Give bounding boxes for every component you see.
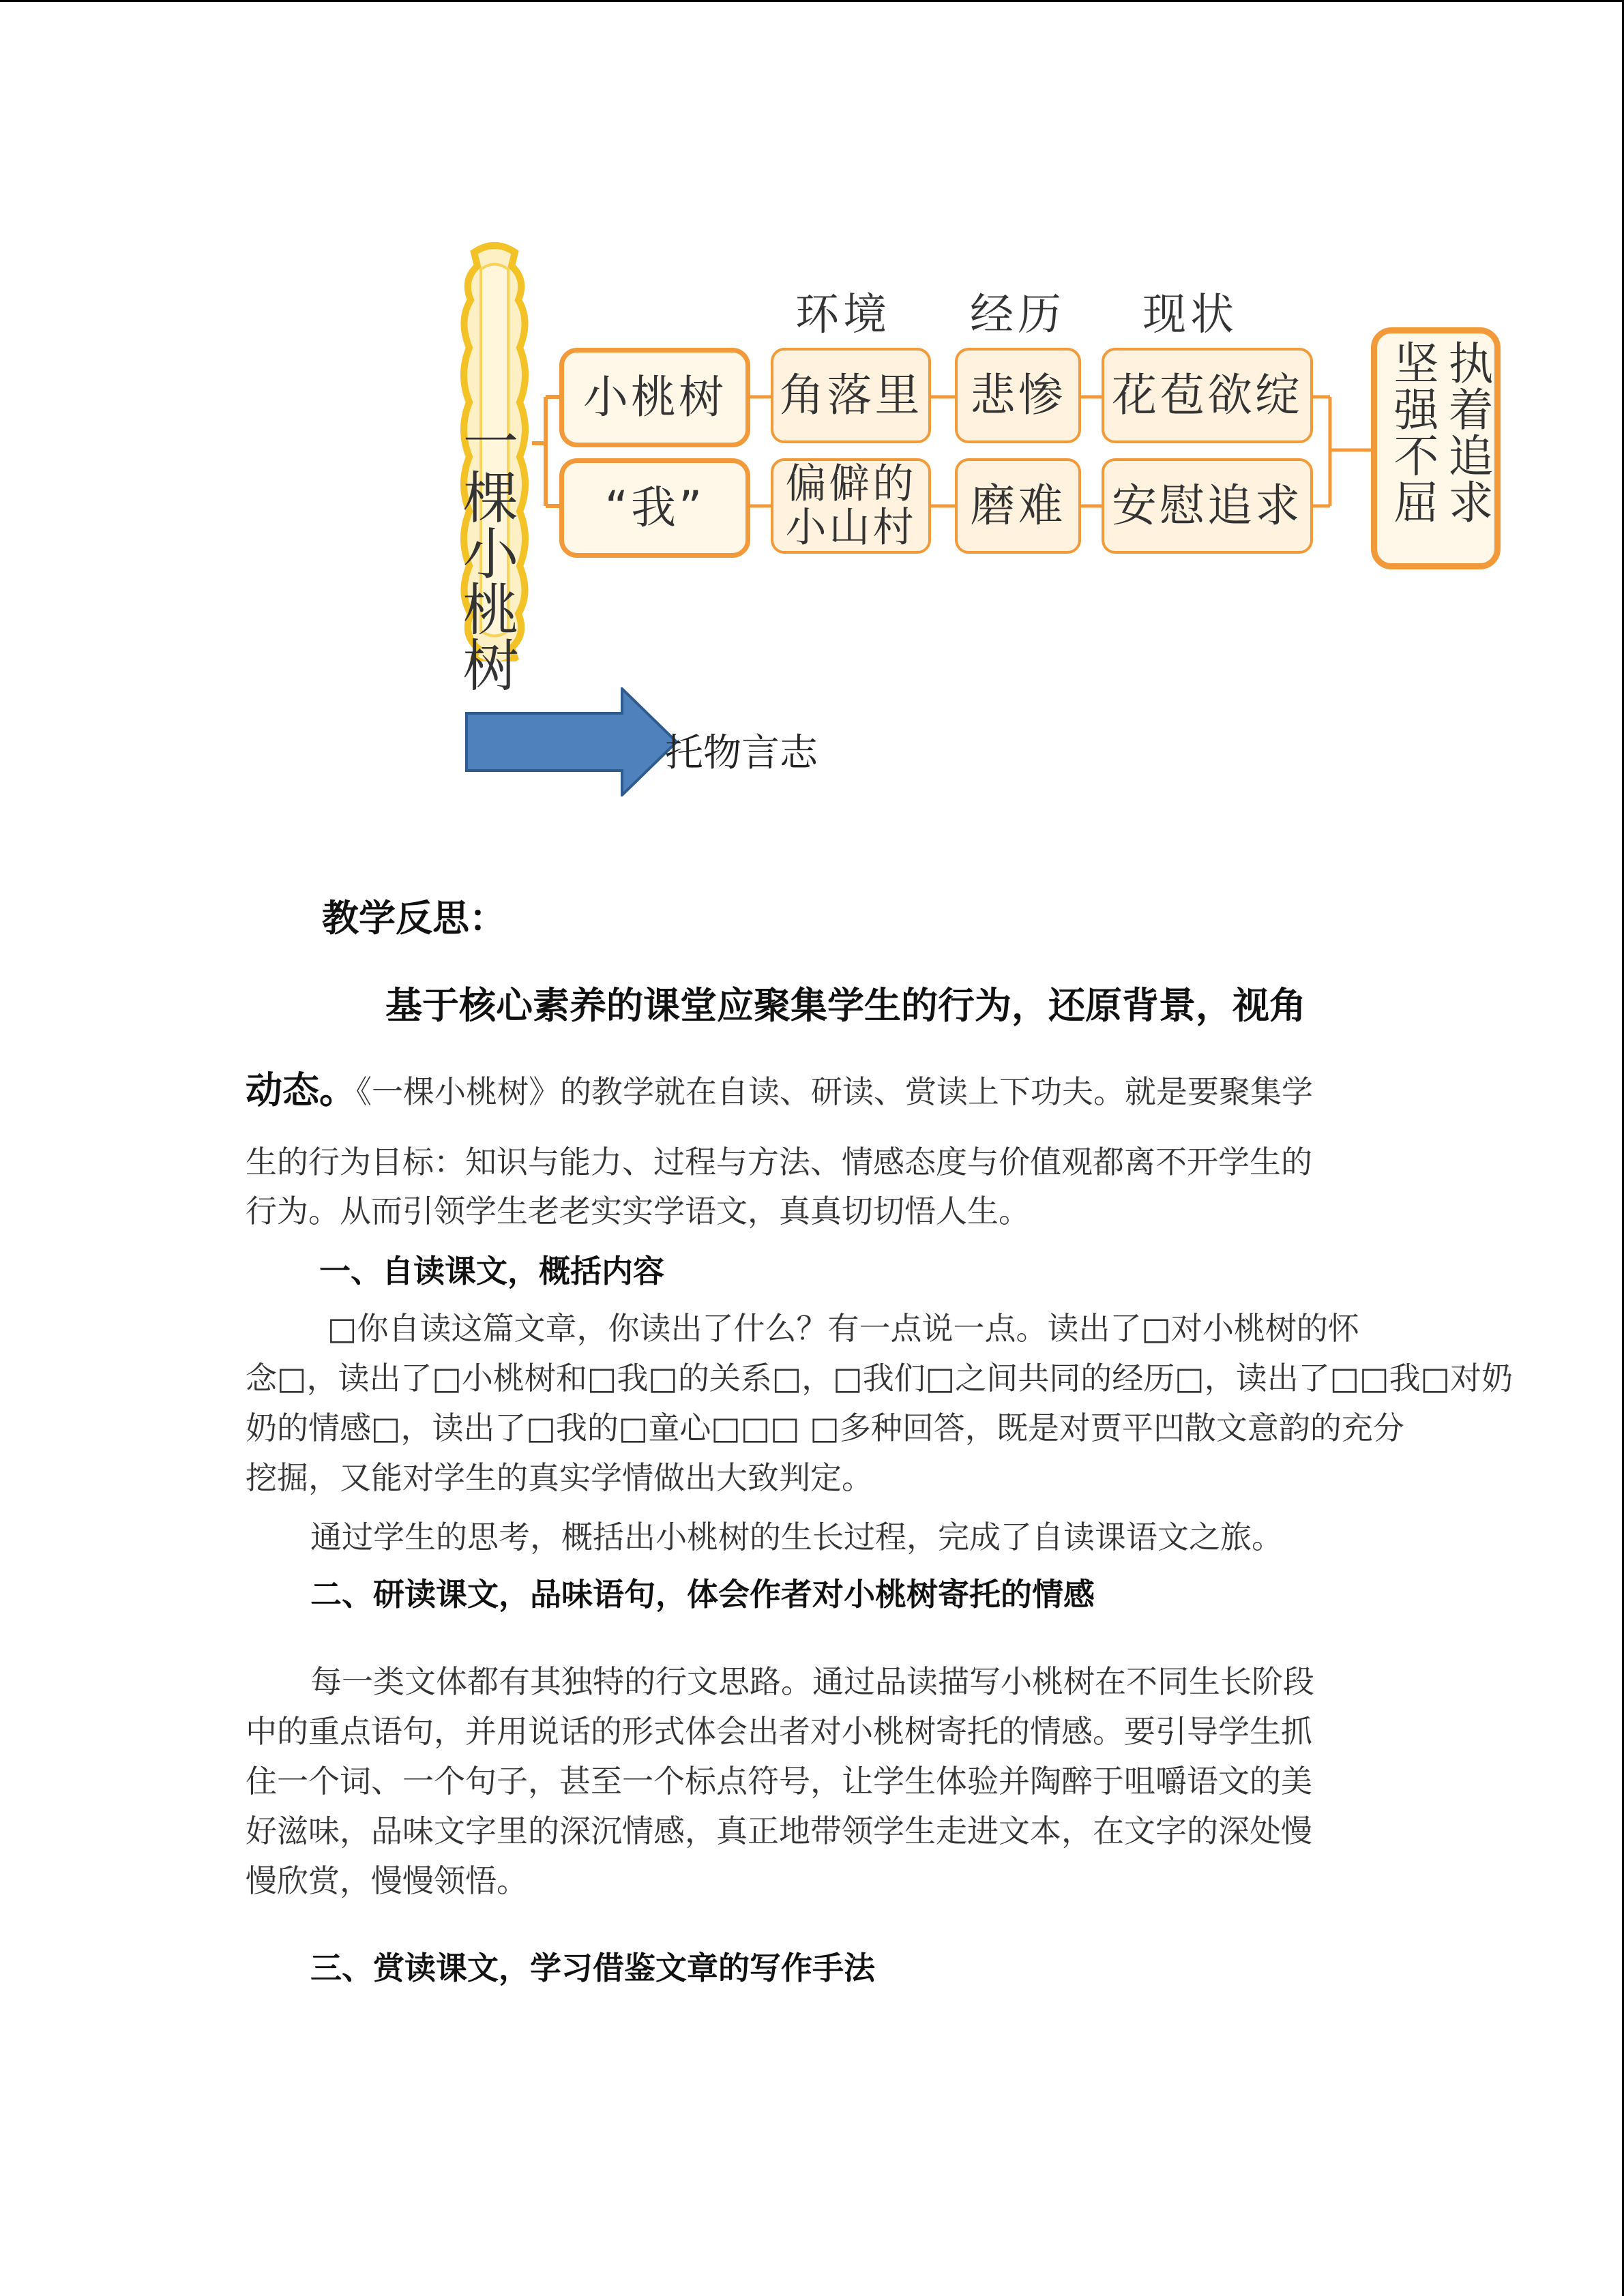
arrow-label: 托物言志 — [665, 731, 818, 775]
paragraph-line: 念□，读出了□小桃树和□我□的关系□，□我们□之间共同的经历□，读出了□□我□对奶 — [246, 1360, 1514, 1397]
lead-paragraph — [246, 1065, 1313, 1116]
header-status: 现状 — [1142, 290, 1238, 340]
section2-title: 二、研读课文，品味语句，体会作者对小桃树寄托的情感 — [310, 1576, 1095, 1613]
subject-box-me — [559, 458, 750, 558]
paragraph-line: 中的重点语句，并用说话的形式体会出者对小桃树寄托的情感。要引导学生抓 — [246, 1713, 1312, 1750]
conclusion-label: 执着追求坚强不屈 — [1386, 340, 1493, 525]
paragraph-line: 行为。从而引领学生老老实实学语文，真真切切悟人生。 — [246, 1193, 1030, 1229]
subject-label: 小桃树 — [583, 371, 726, 423]
paragraph-line: □你自读这篇文章，你读出了什么？有一点说一点。读出了□对小桃树的怀 — [327, 1310, 1359, 1347]
left-bracket — [532, 397, 563, 506]
paragraph-line: 住一个词、一个句子，甚至一个标点符号，让学生体验并陶醉于咀嚼语文的美 — [246, 1763, 1312, 1800]
reflection-heading: 教学反思： — [322, 896, 506, 940]
experience-box — [955, 458, 1081, 554]
section3-title: 三、赏读课文，学习借鉴文章的写作手法 — [310, 1950, 875, 1986]
paragraph-line: 奶的情感□，读出了□我的□童心□□□ □多种回答，既是对贾平凹散文意韵的充分 — [246, 1410, 1404, 1446]
header-environment: 环境 — [795, 290, 891, 340]
paragraph-line: 每一类文体都有其独特的行文思路。通过品读描写小桃树在不同生长阶段 — [310, 1663, 1314, 1700]
environment-label: 偏僻的小山村 — [785, 460, 917, 552]
experience-label: 磨难 — [970, 479, 1066, 532]
section1-title: 一、自读课文，概括内容 — [319, 1253, 664, 1289]
page-top-border — [0, 0, 1624, 2]
experience-label: 悲惨 — [970, 369, 1066, 421]
environment-label: 角落里 — [779, 369, 923, 421]
experience-box — [955, 348, 1081, 443]
paragraph-line: 挖掘，又能对学生的真实学情做出大致判定。 — [246, 1459, 873, 1496]
status-label: 花苞欲绽 — [1112, 369, 1303, 421]
status-label: 安慰追求 — [1112, 479, 1303, 532]
paragraph-line: 好滋味，品味文字里的深沉情感，真正地带领学生走进文本，在文字的深处慢 — [246, 1813, 1312, 1849]
section1-summary: 通过学生的思考，概括出小桃树的生长过程，完成了自读课语文之旅。 — [310, 1519, 1283, 1555]
core-heading: 基于核心素养的课堂应聚集学生的行为，还原背景，视角 — [385, 983, 1306, 1027]
diagram-title: 一棵小桃树 — [454, 413, 518, 692]
right-bracket — [1313, 397, 1371, 506]
subject-box-peach-tree — [559, 348, 750, 447]
paragraph-line: 生的行为目标：知识与能力、过程与方法、情感态度与价值观都离不开学生的 — [246, 1144, 1312, 1180]
subject-label: “我” — [604, 481, 705, 534]
diagram-connectors — [409, 239, 1514, 661]
lesson-diagram — [409, 239, 1514, 692]
right-arrow-icon — [465, 687, 683, 796]
environment-box — [771, 458, 931, 554]
status-box — [1102, 458, 1313, 554]
lead-bold-text: 动态。 — [246, 1068, 356, 1112]
lead-text: 《一棵小桃树》的教学就在自读、研读、赏读上下功夫。就是要聚集学 — [356, 1073, 1313, 1110]
status-box — [1102, 348, 1313, 443]
paragraph-line: 慢欣赏，慢慢领悟。 — [246, 1862, 528, 1899]
header-experience: 经历 — [970, 290, 1065, 340]
environment-box — [771, 348, 931, 443]
